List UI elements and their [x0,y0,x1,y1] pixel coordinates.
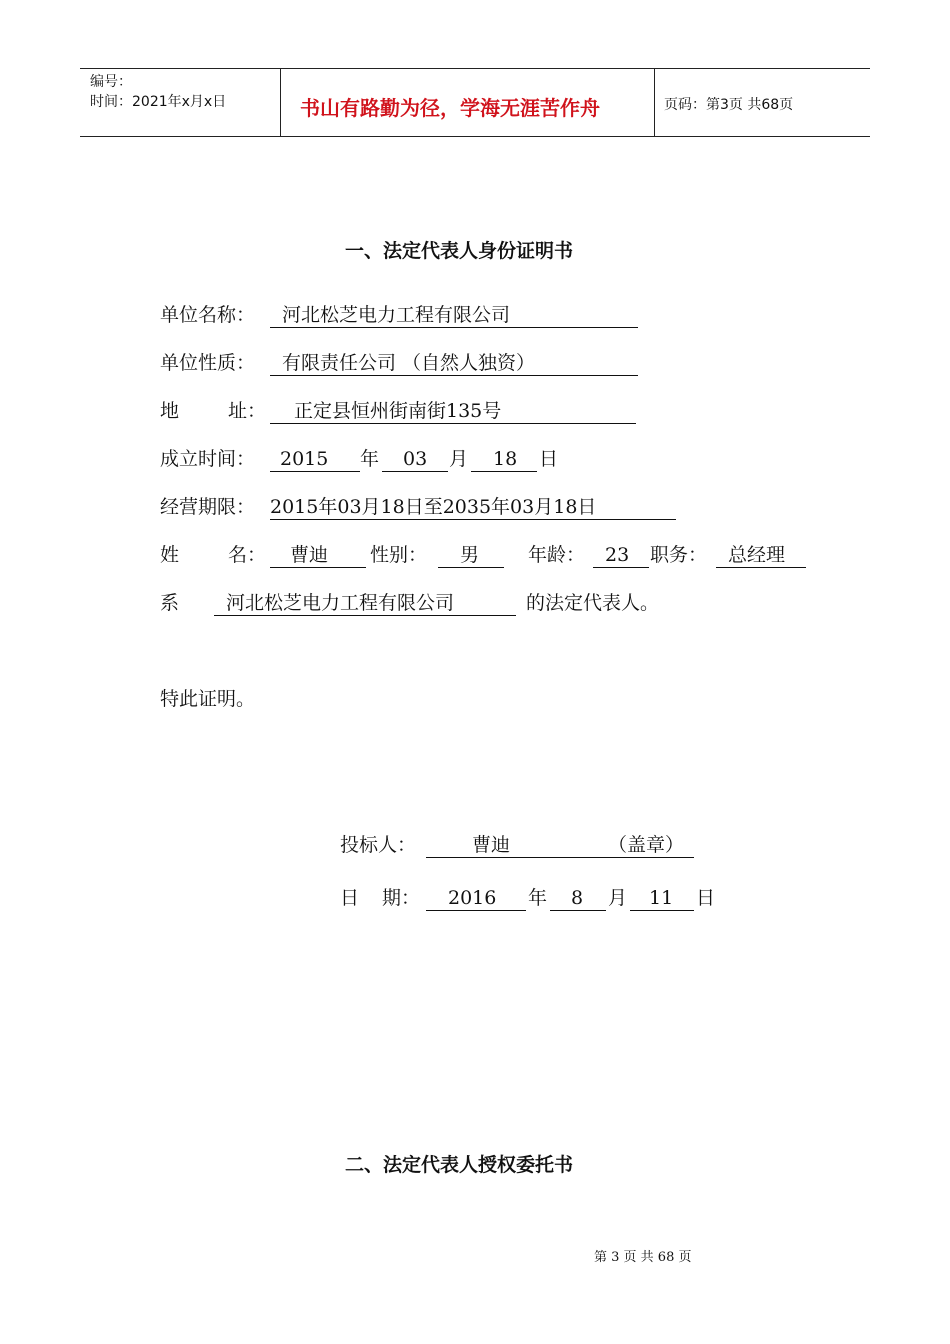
term-row [160,493,680,521]
gender-value: 男 [460,544,480,566]
age-label: 年龄： [528,544,586,566]
date-label-part1: 日 [340,887,360,909]
date-day: 11 [649,887,674,909]
xi-char: 系 [160,592,180,614]
unit-name-value: 河北松芝电力工程有限公司 [282,304,511,326]
unit-name-label: 单位名称： [160,304,256,326]
name-value: 曹迪 [290,544,329,566]
header-table [80,68,870,137]
name-label-part1: 姓 [160,544,180,566]
founded-year-char: 年 [360,448,380,470]
unit-name-row [160,301,640,329]
date-month: 8 [571,887,584,909]
serial-label: 编号： [90,74,132,90]
founded-day-char: 日 [539,448,559,470]
term-label: 经营期限： [160,496,256,518]
position-label: 职务： [650,544,708,566]
header-page-info: 页码：第3页 共68页 [664,97,794,113]
name-label-part2: 名： [228,544,267,566]
header-divider [654,69,655,136]
date-year: 2016 [448,887,497,909]
date-month-char: 月 [608,887,628,909]
unit-nature-label: 单位性质： [160,352,256,374]
page-footer: 第 3 页 共 68 页 [594,1250,692,1265]
date-label-part2: 期： [382,887,421,909]
founded-month-char: 月 [449,448,469,470]
address-label-part2: 址： [228,400,267,422]
address-value: 正定县恒州街南街135号 [294,400,502,422]
age-value: 23 [605,544,630,566]
date-row [340,884,720,912]
unit-nature-value: 有限责任公司 （自然人独资） [282,352,536,374]
founded-label: 成立时间： [160,448,256,470]
unit-nature-row [160,349,640,377]
founded-month: 03 [403,448,428,470]
bidder-value: 曹迪 [472,834,511,856]
date-year-char: 年 [528,887,548,909]
term-value: 2015年03月18日至2035年03月18日 [270,496,597,518]
time-label: 时间：2021年x月x日 [90,94,227,110]
gender-label: 性别： [370,544,428,566]
header-divider [280,69,281,136]
certify-text: 特此证明。 [160,688,256,710]
seal-text: （盖章） [608,834,685,856]
founded-row [160,445,580,473]
position-value: 总经理 [728,544,786,566]
founded-day: 18 [493,448,518,470]
company-value: 河北松芝电力工程有限公司 [226,592,455,614]
section2-title: 二、法定代表人授权委托书 [345,1154,574,1176]
bidder-row [340,831,700,859]
representative-suffix: 的法定代表人。 [526,592,660,614]
header-motto: 书山有路勤为径，学海无涯苦作舟 [300,96,600,120]
person-row [160,541,810,569]
address-row [160,397,640,425]
section1-title: 一、法定代表人身份证明书 [345,240,574,262]
date-day-char: 日 [696,887,716,909]
founded-year: 2015 [280,448,329,470]
address-label-part1: 地 [160,400,180,422]
bidder-label: 投标人： [340,834,417,856]
representative-row [160,589,700,617]
